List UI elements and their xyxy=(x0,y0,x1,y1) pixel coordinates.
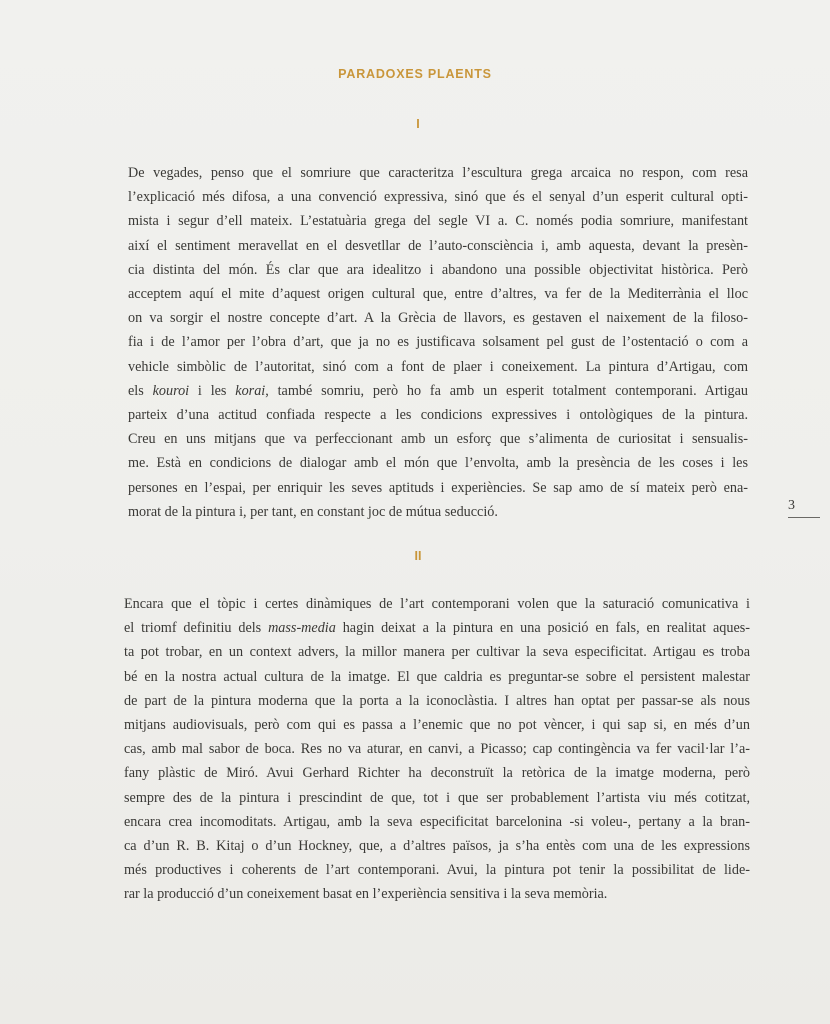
text-line: el triomf definitiu dels mass-media hagin deixat a la pintura en una posició en fals, en realitat aques- xyxy=(124,620,750,637)
text-line: sempre des de la pintura i prescindint de que, tot i que ser probablement l’artista viu més cotitzat, xyxy=(124,789,750,806)
text-line: cia distinta del món. És clar que ara idealitzo i abandono una possible objectivitat històrica. Però xyxy=(128,261,748,278)
text-line: rar la producció d’un coneixement basat en l’experiència sensitiva i la seva memòria. xyxy=(124,886,608,903)
text-line: me. Està en condicions de dialogar amb el món que l’envolta, amb la presència de les coses i les xyxy=(128,455,748,472)
section-2-text xyxy=(124,592,750,907)
text-line: Creu en uns mitjans que va perfeccionant amb un esforç que s’alimenta de curiositat i sensualis- xyxy=(128,431,748,448)
text-line: així el sentiment meravellat en el desvetllar de l’auto-consciència i, amb aquesta, devant la presèn- xyxy=(128,237,748,254)
text-line: fany plàstic de Miró. Avui Gerhard Richter ha deconstruït la retòrica de la imatge moderna, però xyxy=(124,765,750,782)
text-line: Encara que el tòpic i certes dinàmiques de l’art contemporani volen que la saturació comunicativa i xyxy=(124,596,750,612)
section-1-text xyxy=(128,161,748,524)
text-line: ca d’un R. B. Kitaj o d’un Hockney, que, a d’altres països, ja s’ha entès com una de les expressions xyxy=(124,838,750,855)
text-line: cas, amb mal sabor de boca. Res no va aturar, en canvi, a Picasso; cap contingència va fer vacil·lar l’a- xyxy=(124,741,750,758)
text-line: vehicle simbòlic de l’autoritat, sinó com a font de plaer i coneixement. La pintura d’Artigau, com xyxy=(128,358,748,375)
text-line: acceptem aquí el mite d’aquest origen cultural que, entre d’altres, va fer de la Mediterrània el lloc xyxy=(128,286,748,303)
text-line: morat de la pintura i, per tant, en constant joc de mútua seducció. xyxy=(128,503,498,520)
section-number-1: I xyxy=(416,117,420,131)
page-title: PARADOXES PLAENTS xyxy=(338,67,492,81)
text-line: de part de la pintura moderna que la porta a la iconoclàstia. I altres han optat per passar-se als nous xyxy=(124,692,750,709)
text-line: mista i segur d’ell mateix. L’estatuària grega del segle VI a. C. només podia somriure, manifestant xyxy=(128,213,748,230)
text-line: bé en la nostra actual cultura de la imatge. El que caldria es preguntar-se sobre el persistent malestar xyxy=(124,668,750,685)
text-line: De vegades, penso que el somriure que caracteritza l’escultura grega arcaica no respon, com resa xyxy=(128,165,748,181)
text-line: ta pot trobar, en un context advers, la millor manera per cultivar la seva especificitat. Artigau es troba xyxy=(124,644,750,661)
text-line: on va sorgir el nostre concepte d’art. A la Grècia de llavors, es gestaven el naixement de la filoso- xyxy=(128,310,748,327)
text-line: persones en l’espai, per enriquir les seves aptituds i experiències. Se sap amo de sí mateix però ena- xyxy=(128,479,748,496)
page-number: 3 xyxy=(788,498,795,513)
text-line: mitjans audiovisuals, però com qui es passa a l’enemic que no pot vèncer, i qui sap si, en més d’un xyxy=(124,717,750,734)
text-line: parteix d’una actitud confiada respecte a les condicions expressives i ontològiques de la pintura. xyxy=(128,407,748,424)
text-line: més productives i coherents de l’art contemporani. Avui, la pintura pot tenir la possibilitat de lide- xyxy=(124,862,750,879)
text-line: fia i de l’amor per l’obra d’art, que ja no es justificava solsament pel gust de l’ostentació o com a xyxy=(128,334,748,351)
text-line: encara crea incomoditats. Artigau, amb la seva especificitat barcelonina -si voleu-, pertany a la bran- xyxy=(124,813,750,830)
section-number-2: II xyxy=(414,549,422,563)
text-line: els kouroi i les korai, també somriu, però ho fa amb un esperit totalment contemporani. Artigau xyxy=(128,382,748,399)
text-line: l’explicació més difosa, a una convenció expressiva, sinó que és el senyal d’un esperit cultural opti- xyxy=(128,189,748,206)
page-number-rule xyxy=(788,517,820,518)
